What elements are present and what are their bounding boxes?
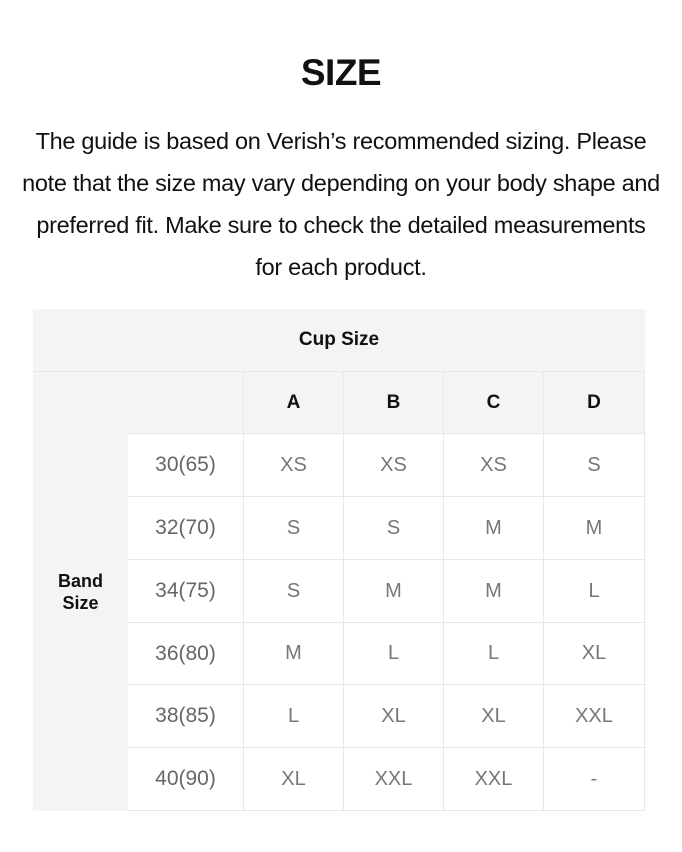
size-cell: S — [244, 497, 344, 560]
size-chart-table — [33, 309, 645, 811]
size-guide-description: The guide is based on Verish’s recommended sizing. Please note that the size may vary depending on your body shape and preferred fit. Make sure to check the detailed measurements for each product. — [22, 128, 660, 280]
size-cell: XXL — [444, 748, 544, 811]
size-cell: M — [344, 560, 444, 623]
cup-column-header: B — [344, 372, 444, 434]
size-cell: XXL — [344, 748, 444, 811]
band-size-label: 38(85) — [128, 685, 244, 748]
size-cell: S — [244, 560, 344, 623]
size-cell: XS — [344, 434, 444, 497]
band-size-label: 40(90) — [128, 748, 244, 811]
cup-size-header: Cup Size — [33, 309, 645, 372]
size-cell: XL — [244, 748, 344, 811]
size-cell: XL — [444, 685, 544, 748]
page-title: SIZE — [300, 52, 382, 93]
cup-column-header: D — [544, 372, 645, 434]
size-cell: L — [444, 623, 544, 685]
size-cell: L — [544, 560, 645, 623]
size-cell: XS — [444, 434, 544, 497]
band-size-label: 32(70) — [128, 497, 244, 560]
band-size-header — [33, 372, 128, 811]
size-cell: XS — [244, 434, 344, 497]
size-cell: S — [544, 434, 645, 497]
band-size-header-line2: Size — [62, 592, 99, 613]
cup-column-header: A — [244, 372, 344, 434]
band-size-header-line1: Band — [58, 570, 103, 591]
size-cell: M — [544, 497, 645, 560]
band-size-label: 30(65) — [128, 434, 244, 497]
size-cell: S — [344, 497, 444, 560]
size-cell: XXL — [544, 685, 645, 748]
size-cell: M — [244, 623, 344, 685]
band-size-label: 36(80) — [128, 623, 244, 685]
size-cell: XL — [544, 623, 645, 685]
size-cell: M — [444, 497, 544, 560]
band-size-label: 34(75) — [128, 560, 244, 623]
size-cell: M — [444, 560, 544, 623]
size-cell: L — [344, 623, 444, 685]
size-cell: L — [244, 685, 344, 748]
size-cell: XL — [344, 685, 444, 748]
table-corner-cell — [128, 372, 244, 434]
cup-column-header: C — [444, 372, 544, 434]
size-cell: - — [544, 748, 645, 811]
